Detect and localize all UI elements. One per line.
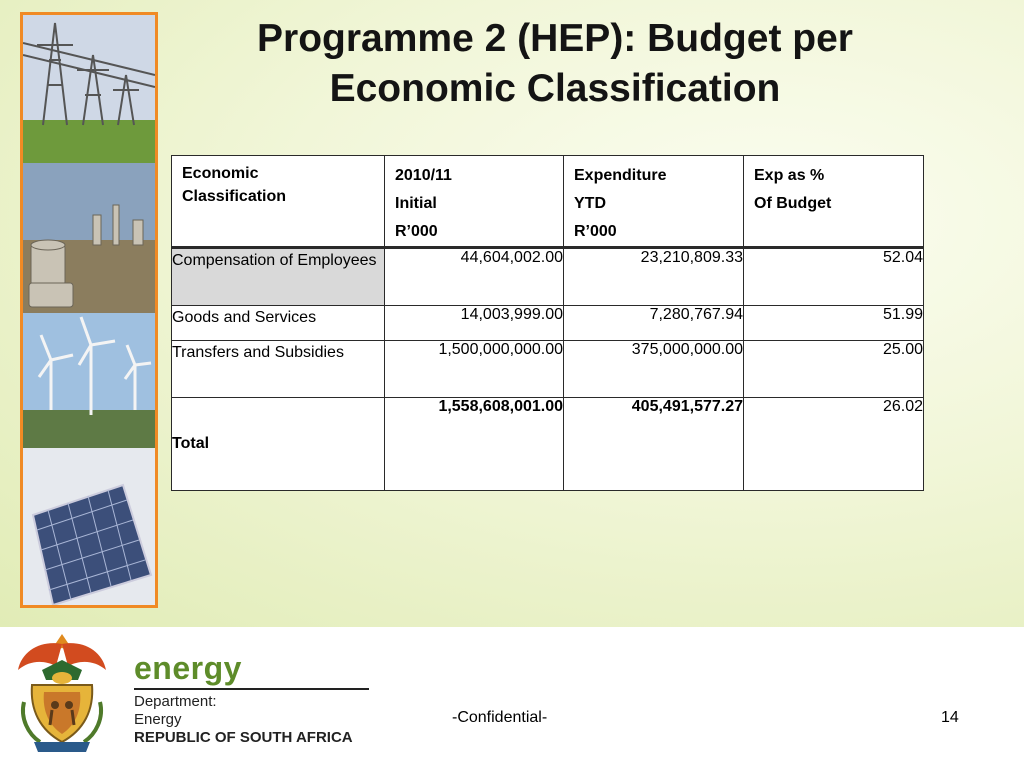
header-line: YTD [574,195,606,212]
row-label: Transfers and Subsidies [172,341,385,398]
header-line: 2010/11 [395,167,452,184]
header-line: R’000 [395,223,438,240]
header-expenditure-ytd [564,156,744,248]
department-label: Department: [134,693,217,710]
table-row-total [172,398,924,491]
row-label: Total [172,398,385,491]
initial-budget-cell: 1,500,000,000.00 [385,341,564,398]
table-row [172,306,924,341]
header-exp-percent-budget [744,156,924,248]
brand-divider [134,688,369,690]
expenditure-ytd-cell: 405,491,577.27 [564,398,744,491]
expenditure-ytd-cell: 23,210,809.33 [564,248,744,306]
brand-logo-text: energy [134,650,242,686]
header-line: Exp as % [754,167,825,184]
photo-strip [20,12,158,608]
confidential-label: -Confidential- [452,709,548,726]
expenditure-ytd-cell: 375,000,000.00 [564,341,744,398]
page-number: 14 [941,709,959,726]
expenditure-ytd-cell: 7,280,767.94 [564,306,744,341]
header-line: R’000 [574,223,617,240]
header-economic-classification [172,156,385,248]
energy-photos-illustration [23,15,155,605]
row-label: Goods and Services [172,306,385,341]
country-name: REPUBLIC OF SOUTH AFRICA [134,729,353,746]
table-row [172,248,924,306]
coat-of-arms-icon [12,630,112,755]
percent-cell: 25.00 [744,341,924,398]
header-line: Of Budget [754,195,832,212]
department-name: Energy [134,711,182,728]
header-line: Expenditure [574,167,667,184]
header-line: Economic [182,165,259,182]
header-initial-budget [385,156,564,248]
initial-budget-cell: 14,003,999.00 [385,306,564,341]
percent-cell: 26.02 [744,398,924,491]
header-line: Initial [395,195,437,212]
slide-title: Programme 2 (HEP): Budget per Economic Classification [257,17,853,110]
header-line: Classification [182,188,287,205]
percent-cell: 52.04 [744,248,924,306]
row-label: Compensation of Employees [172,248,385,306]
budget-table [171,155,924,491]
initial-budget-cell: 44,604,002.00 [385,248,564,306]
table-header-row [172,156,924,248]
percent-cell: 51.99 [744,306,924,341]
initial-budget-cell: 1,558,608,001.00 [385,398,564,491]
table-row [172,341,924,398]
